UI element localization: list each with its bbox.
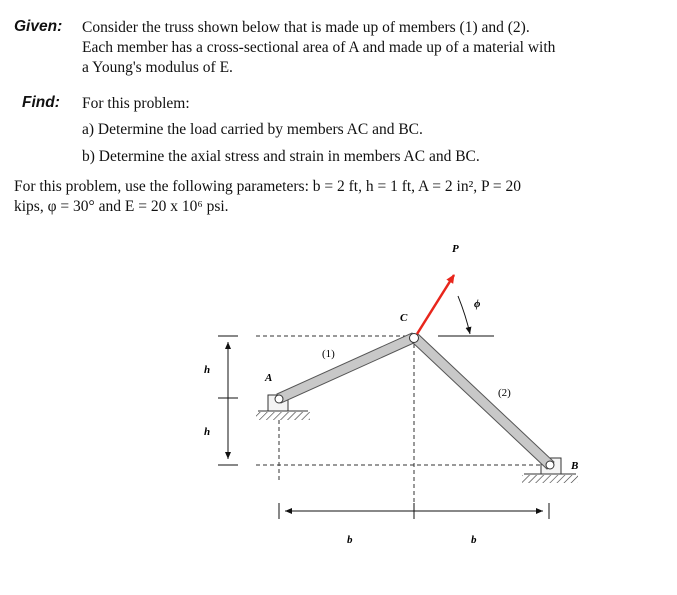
given-label: Given: [14, 18, 63, 35]
find-intro: For this problem: [82, 95, 190, 112]
label-h-top: h [204, 364, 211, 376]
member-2 [411, 334, 554, 469]
phi-angle-arc [458, 296, 470, 334]
label-b: B [571, 460, 579, 472]
label-a: A [265, 372, 273, 384]
find-item-b: b) Determine the axial stress and strain in members AC and BC. [82, 148, 480, 165]
label-b-right: b [471, 534, 477, 546]
label-b-left: b [347, 534, 353, 546]
width-dimension [279, 503, 549, 519]
label-c: C [400, 312, 408, 324]
label-h-bottom: h [204, 426, 211, 438]
label-member-2: (2) [498, 387, 511, 399]
pin-b [546, 461, 554, 469]
params-line-1: For this problem, use the following parameters: b = 2 ft, h = 1 ft, A = 2 in², P = 20 [14, 178, 522, 195]
pin-c [410, 334, 419, 343]
member-1 [277, 333, 416, 403]
label-phi: ϕ [474, 298, 481, 310]
params-line-2: kips, φ = 30° and E = 20 x 10⁶ psi. [14, 198, 229, 215]
given-line-3: a Young's modulus of E. [82, 59, 233, 76]
label-p: P [452, 243, 459, 255]
given-line-1: Consider the truss shown below that is made up of members (1) and (2). [82, 19, 530, 36]
label-member-1: (1) [322, 348, 335, 360]
pin-a [275, 395, 283, 403]
find-item-a: a) Determine the load carried by members AC and BC. [82, 121, 423, 138]
find-label: Find: [22, 94, 60, 111]
load-p-arrow [417, 275, 454, 334]
given-line-2: Each member has a cross-sectional area of A and made up of a material with [82, 39, 556, 56]
height-dimension [218, 336, 238, 465]
